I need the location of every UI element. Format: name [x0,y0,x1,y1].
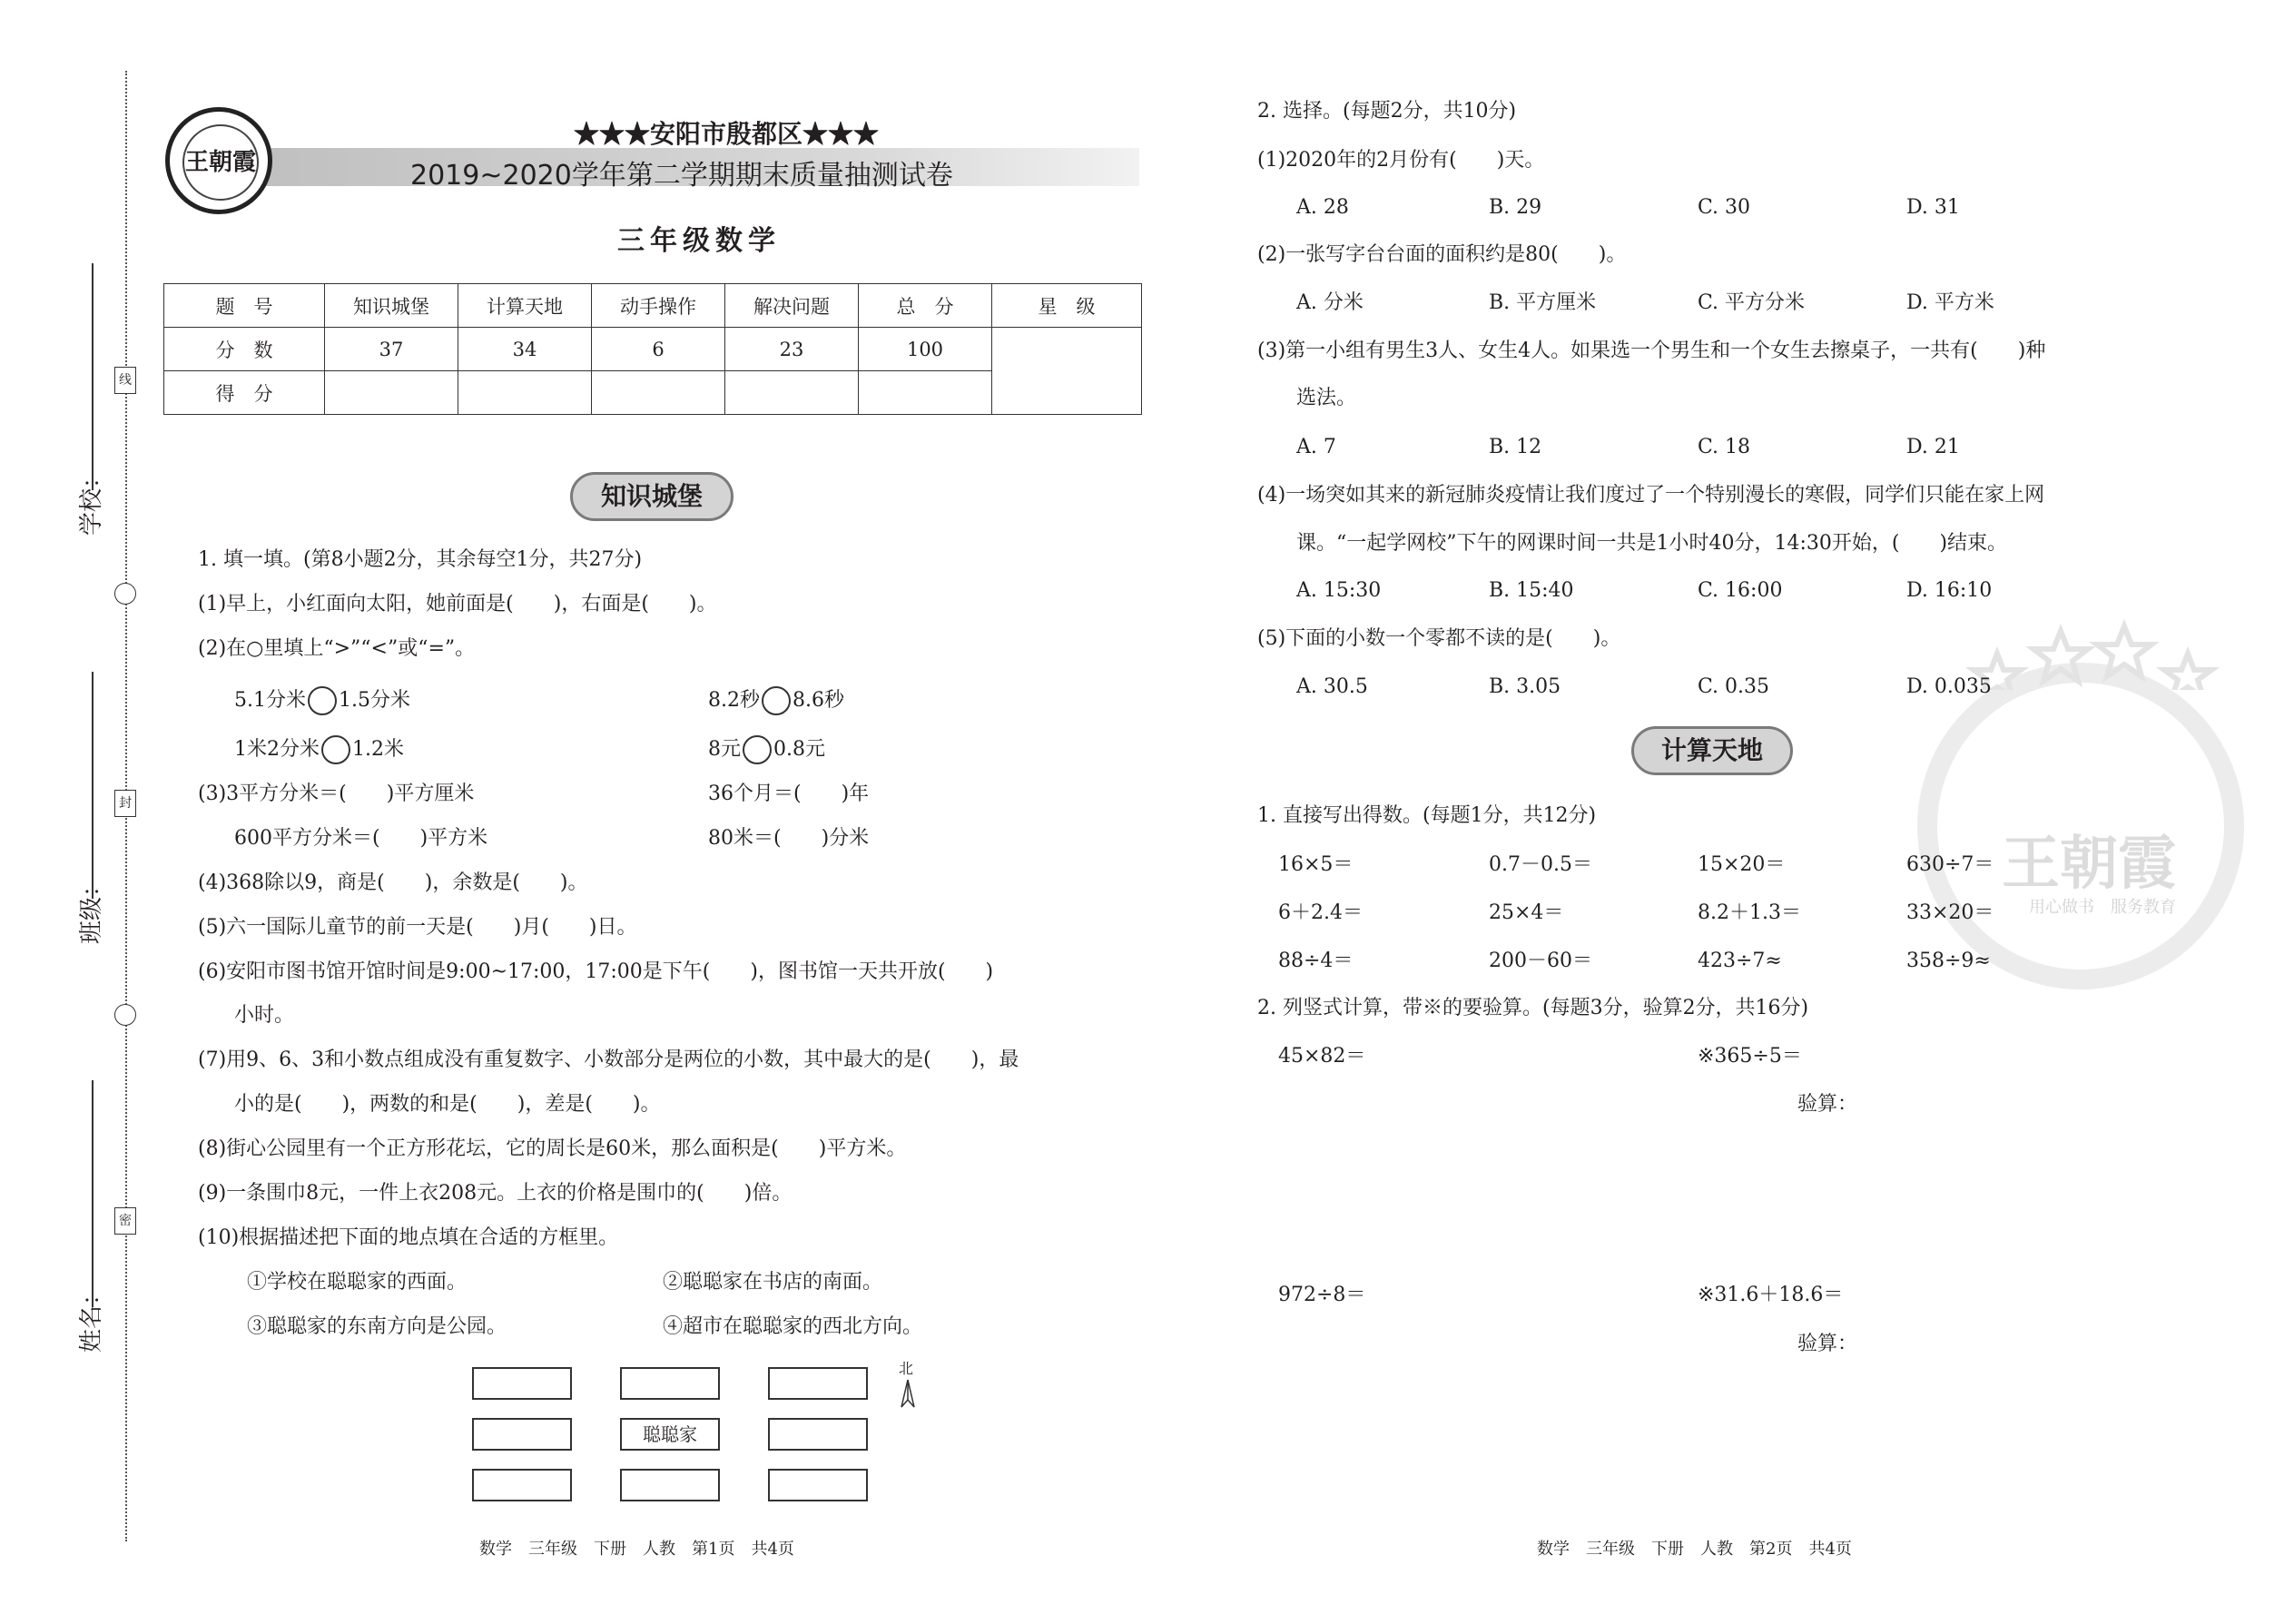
q2-5-option[interactable]: D. 0.035 [1906,675,1992,698]
score-header-cell: 解决问题 [725,284,859,328]
q2-4-option[interactable]: B. 15:40 [1489,579,1574,602]
map-box-north[interactable] [620,1367,720,1400]
calc-item: 630÷7＝ [1906,853,1994,876]
q2-1-option[interactable]: A. 28 [1296,196,1349,219]
q1-10-clue-3: ③聪聪家的东南方向是公园。 [247,1315,507,1338]
exam-subject: 三年级数学 [617,225,781,257]
score-header-cell: 知识城堡 [325,284,458,328]
compare-b [708,686,844,715]
score-value: 23 [725,328,859,371]
compare-circle[interactable] [762,686,791,715]
watermark-text: 王朝霞 [2002,830,2176,898]
q2-3b: 选法。 [1296,387,1357,409]
bind-hole-icon [114,583,136,605]
check-label: 验算： [1797,1093,1858,1116]
q2-4-option[interactable]: A. 15:30 [1296,579,1382,602]
score-entry-cell[interactable] [859,371,992,415]
north-label: 北 [899,1360,914,1377]
q1-10-clue-4: ④超市在聪聪家的西北方向。 [663,1315,923,1338]
compare-d [708,735,825,764]
q1-2: (2)在○里填上“>”“<”或“=”。 [198,637,476,660]
compare-circle[interactable] [321,735,350,764]
map-box-southwest[interactable] [472,1469,572,1501]
q2-3a: (3)第一小组有男生3人、女生4人。如果选一个男生和一个女生去擦桌子，一共有( )种 [1257,340,2046,362]
score-header-cell: 题 号 [164,284,325,328]
north-arrow-icon [899,1378,917,1409]
q2-3-option[interactable]: C. 18 [1698,436,1751,458]
q1-5: (5)六一国际儿童节的前一天是( )月( )日。 [198,916,637,939]
compare-b-right: 8.6秒 [793,689,844,712]
q1-3d: 80米＝( )分米 [708,827,870,850]
logo-text: 王朝霞 [182,124,259,201]
q1-1: (1)早上，小红面向太阳，她前面是( )，右面是( )。 [198,593,717,615]
compare-a-right: 1.5分米 [339,689,410,712]
calc-item: 16×5＝ [1278,853,1354,876]
q1-title: 1. 填一填。(第8小题2分，其余每空1分，共27分) [198,548,643,571]
calc-item: 358÷9≈ [1906,950,1991,972]
compare-c-left: 1米2分米 [234,738,320,761]
compare-d-right: 0.8元 [773,738,825,761]
score-header-cell: 星 级 [992,284,1142,328]
q2-5: (5)下面的小数一个零都不读的是( )。 [1257,627,1621,650]
calc-item: 88÷4＝ [1278,950,1354,972]
calc-2-title: 2. 列竖式计算，带※的要验算。(每题3分，验算2分，共16分) [1257,997,1809,1019]
score-row-label: 得 分 [164,371,325,415]
q2-4-option[interactable]: D. 16:10 [1906,579,1993,602]
star-level-cell[interactable] [992,328,1142,415]
q1-10-clue-1: ①学校在聪聪家的西面。 [247,1271,468,1294]
q1-3c: 600平方分米＝( )平方米 [234,827,488,850]
bind-char-seal: 封 [114,790,136,817]
calc-item: 200－60＝ [1489,950,1592,972]
score-value: 6 [592,328,725,371]
map-box-northwest[interactable] [472,1367,572,1400]
check-label: 验算： [1797,1333,1858,1355]
q2-3-option[interactable]: B. 12 [1489,436,1542,458]
q1-6a: (6)安阳市图书馆开馆时间是9:00~17:00，17:00是下午( )，图书馆一天共开放( ) [198,960,994,983]
bind-char-line: 线 [114,367,136,394]
q2-5-option[interactable]: B. 3.05 [1489,675,1561,698]
q2-1-option[interactable]: C. 30 [1698,196,1751,219]
page2-footer: 数学 三年级 下册 人教 第2页 共4页 [1537,1540,1852,1559]
q2-4b: 课。“一起学网校”下午的网课时间一共是1小时40分，14:30开始，( )结束。 [1296,532,2008,555]
q2-2-option[interactable]: C. 平方分米 [1698,291,1806,314]
q1-8: (8)街心公园里有一个正方形花坛，它的周长是60米，那么面积是( )平方米。 [198,1137,907,1160]
q2-1-option[interactable]: B. 29 [1489,196,1542,219]
school-underline [92,263,94,490]
calc-item: 423÷7≈ [1698,950,1782,972]
score-header-cell: 计算天地 [458,284,592,328]
watermark-subtext: 用心做书 服务教育 [2029,898,2176,917]
calc-item: 33×20＝ [1906,901,1994,924]
map-box-west[interactable] [472,1418,572,1451]
calc-2-b: ※365÷5＝ [1698,1045,1802,1068]
q1-10: (10)根据描述把下面的地点填在合适的方框里。 [198,1226,619,1249]
map-box-southeast[interactable] [768,1469,868,1501]
compare-a [234,686,410,715]
q2-5-option[interactable]: A. 30.5 [1296,675,1368,698]
compare-d-left: 8元 [708,738,741,761]
map-box-east[interactable] [768,1418,868,1451]
compare-circle[interactable] [743,735,772,764]
page1-footer: 数学 三年级 下册 人教 第1页 共4页 [479,1540,794,1559]
q1-10-clue-2: ②聪聪家在书店的南面。 [663,1271,883,1294]
q1-7a: (7)用9、6、3和小数点组成没有重复数字、小数部分是两位的小数，其中最大的是( )，最 [198,1048,1019,1071]
score-header-cell: 动手操作 [592,284,725,328]
publisher-logo [165,107,272,214]
q2-3-option[interactable]: D. 21 [1906,436,1960,458]
section-title-knowledge: 知识城堡 [570,472,733,521]
q1-7b: 小的是( )，两数的和是( )，差是( )。 [234,1093,661,1116]
q2-5-option[interactable]: C. 0.35 [1698,675,1770,698]
q2-1: (1)2020年的2月份有( )天。 [1257,149,1545,172]
q1-3a: (3)3平方分米＝( )平方厘米 [198,782,475,805]
q2-3-option[interactable]: A. 7 [1296,436,1336,458]
score-entry-cell[interactable] [725,371,859,415]
compare-c [234,735,404,764]
score-table [163,283,1142,415]
score-entry-cell[interactable] [592,371,725,415]
class-label: 班级： [78,872,105,944]
q2-2: (2)一张写字台台面的面积约是80( )。 [1257,243,1627,266]
bind-char-secret: 密 [114,1207,136,1235]
score-row-label: 分 数 [164,328,325,371]
calc-item: 25×4＝ [1489,901,1564,924]
q1-3b: 36个月＝( )年 [708,782,870,805]
map-box-south[interactable] [620,1469,720,1501]
compare-a-left: 5.1分米 [234,689,306,712]
q1-4: (4)368除以9，商是( )，余数是( )。 [198,871,588,894]
compare-circle[interactable] [308,686,337,715]
bind-hole-icon [114,1004,136,1026]
q2-2-option[interactable]: D. 平方米 [1906,291,1994,314]
exam-title: 2019~2020学年第二学期期末质量抽测试卷 [410,160,953,192]
q1-9: (9)一条围巾8元，一件上衣208元。上衣的价格是围巾的( )倍。 [198,1182,793,1205]
q1-6b: 小时。 [234,1004,295,1027]
q2-4-option[interactable]: C. 16:00 [1698,579,1783,602]
exam-region: ★★★安阳市殷都区★★★ [574,119,880,149]
name-underline [92,1080,94,1307]
map-box-northeast[interactable] [768,1367,868,1400]
score-value: 37 [325,328,458,371]
q2-2-option[interactable]: A. 分米 [1296,291,1364,314]
compare-b-left: 8.2秒 [708,689,760,712]
q2-4a: (4)一场突如其来的新冠肺炎疫情让我们度过了一个特别漫长的寒假，同学们只能在家上网 [1257,484,2045,507]
compare-c-right: 1.2米 [352,738,404,761]
class-underline [92,672,94,899]
calc-2-d: ※31.6＋18.6＝ [1698,1284,1844,1306]
calc-2-a: 45×82＝ [1278,1045,1366,1068]
q2-1-option[interactable]: D. 31 [1906,196,1960,219]
map-box-center: 聪聪家 [620,1418,720,1451]
calc-item: 6＋2.4＝ [1278,901,1363,924]
score-entry-cell[interactable] [458,371,592,415]
calc-1-title: 1. 直接写出得数。(每题1分，共12分) [1257,804,1597,827]
calc-item: 8.2＋1.3＝ [1698,901,1801,924]
watermark-stars-icon [1961,617,2233,690]
q2-2-option[interactable]: B. 平方厘米 [1489,291,1597,314]
score-entry-cell[interactable] [325,371,458,415]
score-header-cell: 总 分 [859,284,992,328]
name-label: 姓名： [78,1281,105,1353]
calc-item: 15×20＝ [1698,853,1786,876]
q2-title: 2. 选择。(每题2分，共10分) [1257,100,1517,123]
score-value: 34 [458,328,592,371]
section-title-calculation: 计算天地 [1631,726,1793,775]
calc-item: 0.7－0.5＝ [1489,853,1592,876]
calc-2-c: 972÷8＝ [1278,1284,1366,1306]
score-value: 100 [859,328,992,371]
school-label: 学校： [78,464,105,536]
